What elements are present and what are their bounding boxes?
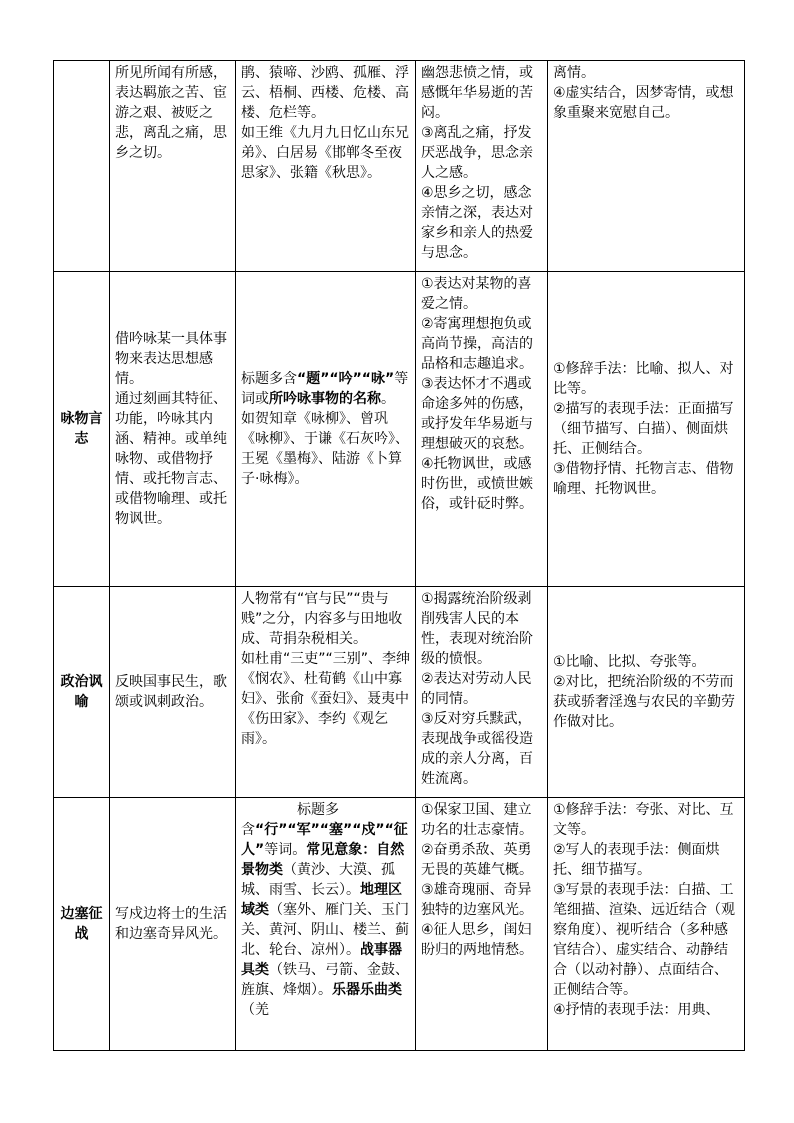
technique-item: ②描写的表现手法：正面描写（细节描写、白描）、侧面烘托、正侧结合。 <box>553 401 734 457</box>
imagery-cell <box>236 272 416 587</box>
emotion-item: ③表达怀才不遇或命途多舛的伤感，或抒发年华易逝与理想破灭的哀愁。 <box>421 376 533 452</box>
imagery-plain: 。 <box>381 391 395 407</box>
imagery-text <box>241 369 410 409</box>
imagery-text <box>241 800 410 1020</box>
emotion-item: ①揭露统治阶级剥削残害人民的本性，表现对统治阶级的愤恨。 <box>421 591 533 667</box>
technique-item: ①比喻、比拟、夸张等。 <box>553 654 706 670</box>
emotion-item: ①保家卫国、建立功名的壮志豪情。 <box>421 802 533 838</box>
table-row <box>54 587 745 798</box>
imagery-plain: 等词。 <box>264 842 307 858</box>
emotion-item: ④征人思乡，闺妇盼归的两地情愁。 <box>421 922 533 958</box>
technique-item: ③借物抒情、托物言志、借物喻理、托物讽世。 <box>553 461 734 497</box>
content-text: 反映国事民生，歌颂或讽刺政治。 <box>115 674 227 710</box>
content-cell <box>110 798 236 1051</box>
imagery-bold: 所吟咏事物的名称 <box>269 391 381 407</box>
examples-text: 如王维《九月九日忆山东兄弟》、白居易《邯郸冬至夜思家》、张籍《秋思》。 <box>241 125 409 181</box>
technique-item: ①修辞手法：夸张、对比、互文等。 <box>553 802 734 838</box>
imagery-bold: 地理区域类 <box>241 882 402 918</box>
imagery-bold: 乐器乐曲类 <box>332 982 402 998</box>
imagery-text: 鹃、猿啼、沙鸥、孤雁、浮云、梧桐、西楼、危楼、高楼、危栏等。 <box>241 65 409 121</box>
content-text: 所见所闻有所感，表达羁旅之苦、宦游之艰、被贬之悲，离乱之痛，思乡之切。 <box>115 65 227 161</box>
emotion-item: ③离乱之痛，抒发厌恶战争，思念亲人之感。 <box>421 125 533 181</box>
imagery-plain: （黄沙、大漠、孤城、雨雪、长云）。 <box>241 862 395 898</box>
emotion-item: ②奋勇杀敌、英勇无畏的英雄气概。 <box>421 842 533 878</box>
imagery-plain: （铁马、弓箭、金鼓、旌旗、烽烟）。 <box>241 962 409 998</box>
emotion-item: ④思乡之切，感念亲情之深，表达对家乡和亲人的热爱与思念。 <box>421 185 533 261</box>
technique-item: ④虚实结合，因梦寄情，或想象重聚来宽慰自己。 <box>553 85 734 121</box>
table-row <box>54 798 745 1051</box>
content-cell <box>110 272 236 587</box>
technique-cell <box>548 798 745 1051</box>
category-cell: 边塞征战 <box>54 798 110 1051</box>
imagery-bold: 战事器具类 <box>241 942 402 978</box>
content-cell <box>110 587 236 798</box>
emotion-item: ①表达对某物的喜爱之情。 <box>421 276 532 312</box>
imagery-bold: “题”“吟”“咏” <box>297 371 395 387</box>
emotion-item: 幽怨悲愤之情，或感慨年华易逝的苦闷。 <box>421 65 533 121</box>
emotion-cell <box>416 587 548 798</box>
technique-cell <box>548 272 745 587</box>
emotion-item: ②表达对劳动人民的同情。 <box>421 671 532 707</box>
content-text: 借吟咏某一具体事物来表达思想感情。 <box>115 331 227 387</box>
imagery-plain: 标题多含 <box>241 371 297 387</box>
imagery-plain: （羌 <box>241 1002 269 1018</box>
imagery-cell <box>236 61 416 272</box>
category-cell: 政治讽喻 <box>54 587 110 798</box>
imagery-bold: “行”“军”“塞”“戍”“征人” <box>241 822 408 858</box>
technique-item: 离情。 <box>553 65 595 81</box>
examples-text: 如杜甫“三吏”“三别”、李绅《悯农》、杜荀鹤《山中寡妇》、张俞《蚕妇》、聂夷中《伤田家》、李约《观乞雨》。 <box>241 651 411 747</box>
imagery-text: 人物常有“官与民”“贵与贱”之分，内容多与田地收成、苛捐杂税相关。 <box>241 591 403 647</box>
content-text: 写戍边将士的生活和边塞奇异风光。 <box>115 906 227 942</box>
technique-cell <box>548 61 745 272</box>
technique-item: ①修辞手法：比喻、拟人、对比等。 <box>553 361 734 397</box>
table-row <box>54 61 745 272</box>
technique-item: ③写景的表现手法：白描、工笔细描、渲染、远近结合（观察角度）、视听结合（多种感官结合）、虚实结合、动静结合（以动衬静）、点面结合、正侧结合等。 <box>553 882 735 998</box>
content-cell <box>110 61 236 272</box>
category-cell <box>54 61 110 272</box>
content-text: 通过刻画其特征、功能，吟咏其内涵、精神。或单纯咏物、或借物抒情、或托物言志、或借物喻理、或托物讽世。 <box>115 391 227 527</box>
category-cell: 咏物言志 <box>54 272 110 587</box>
poetry-type-table <box>53 60 745 1051</box>
indent-spacer <box>241 802 297 818</box>
emotion-item: ④托物讽世，或感时伤世，或愤世嫉俗，或针砭时弊。 <box>421 456 533 512</box>
imagery-plain: 等词或 <box>241 371 409 407</box>
emotion-cell <box>416 61 548 272</box>
technique-item: ②对比，把统治阶级的不劳而获或骄奢淫逸与农民的辛勤劳作做对比。 <box>553 674 735 730</box>
emotion-item: ③反对穷兵黩武，表现战争或徭役造成的亲人分离，百姓流离。 <box>421 711 533 787</box>
emotion-cell <box>416 272 548 587</box>
imagery-cell <box>236 587 416 798</box>
emotion-cell <box>416 798 548 1051</box>
imagery-plain: 标题多含 <box>241 802 339 838</box>
imagery-cell <box>236 798 416 1051</box>
technique-item: ②写人的表现手法：侧面烘托、细节描写。 <box>553 842 720 878</box>
table-row <box>54 272 745 587</box>
imagery-bold: 常见意象：自然景物类 <box>241 842 405 878</box>
imagery-plain: （塞外、雁门关、玉门关、黄河、阴山、楼兰、蓟北、轮台、凉州）。 <box>241 902 409 958</box>
examples-text: 如贺知章《咏柳》、曾巩《咏柳》、于谦《石灰吟》、王冕《墨梅》、陆游《卜算子·咏梅》。 <box>241 411 409 487</box>
technique-item: ④抒情的表现手法：用典、 <box>553 1002 720 1018</box>
emotion-item: ③雄奇瑰丽、奇异独特的边塞风光。 <box>421 882 533 918</box>
emotion-item: ②寄寓理想抱负或高尚节操，高洁的品格和志趣追求。 <box>421 316 533 372</box>
technique-cell <box>548 587 745 798</box>
